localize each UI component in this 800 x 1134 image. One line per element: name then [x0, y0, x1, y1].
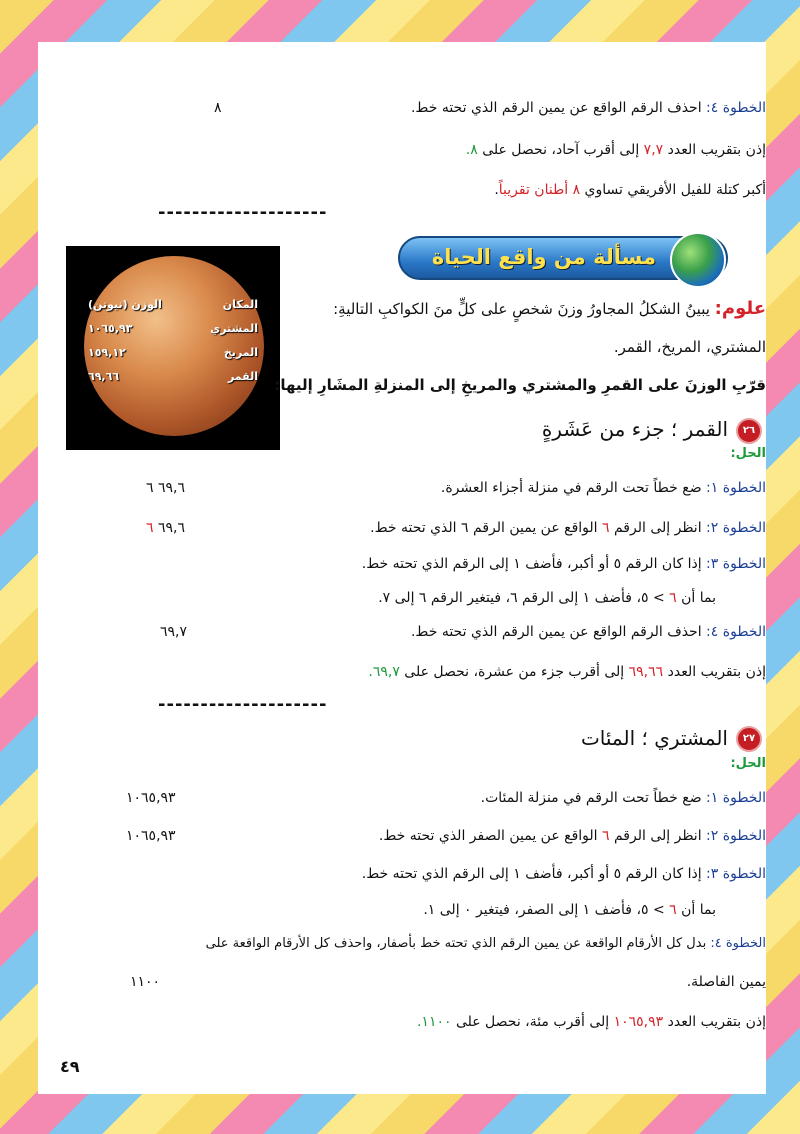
separator-1: -------------------- — [158, 202, 328, 223]
q27-step1: الخطوة ١: ضع خطاً تحت الرقم في منزلة المئات. — [480, 790, 766, 806]
q27-step4: الخطوة ٤: بدل كل الأرقام الواقعة عن يمين الرقم الذي تحته خط بأصفار، واحذف كل الأرقام الواقعة على — [205, 936, 766, 951]
separator-2: -------------------- — [158, 694, 328, 715]
globe-icon — [670, 232, 726, 288]
q26-step4-number: ٦٩,٧ — [160, 624, 188, 640]
planet-weight-table — [88, 298, 258, 394]
q27-step3: الخطوة ٣: إذا كان الرقم ٥ أو أكبر، فأضف ١ إلى الرقم الذي تحته خط. — [361, 866, 766, 882]
q26-conclusion: إذن بتقريب العدد ٦٩,٦٦ إلى أقرب جزء من عشرة، نحصل على ٦٩,٧. — [368, 664, 766, 680]
q27-step2-number: ١٠٦٥,٩٣ — [126, 828, 176, 844]
q27-step2: الخطوة ٢: انظر إلى الرقم ٦ الواقع عن يمين الصفر الذي تحته خط. — [378, 828, 766, 844]
step-label: الخطوة ٤: — [706, 100, 766, 116]
header-place: المكان — [222, 298, 258, 311]
q26-step1: الخطوة ١: ضع خطاً تحت الرقم في منزلة أجزاء العشرة. — [440, 480, 766, 496]
page-number: ٤٩ — [60, 1057, 80, 1076]
q26-step2: الخطوة ٢: انظر إلى الرقم ٦ الواقع عن يمين الرقم ٦ الذي تحته خط. — [370, 520, 766, 536]
elephant-sentence: أكبر كتلة للفيل الأفريقي تساوي ٨ أطنان تقريباً. — [494, 182, 766, 198]
instruction: قرّبِ الوزنَ على القمرِ والمشتري والمريخِ إلى المنزلةِ المشَارِ إليها: — [274, 376, 766, 394]
table-row: القمر ٦٩,٦٦ — [88, 370, 258, 383]
textbook-page — [38, 42, 766, 1094]
q27-step1-number: ١٠٦٥,٩٣ — [126, 790, 176, 806]
q26-step1-number: ٦٩,٦ ٦ — [146, 480, 185, 496]
real-life-problem-banner — [398, 236, 728, 280]
planet-figure — [66, 246, 280, 450]
q26-step2-number: ٦٩,٦ ٦ — [146, 520, 185, 536]
prev-step4: الخطوة ٤: احذف الرقم الواقع عن يمين الرقم الذي تحته خط. — [410, 100, 766, 116]
q27-solution-label: الحل: — [730, 756, 766, 771]
banner-title: مسألة من واقع الحياة — [431, 245, 656, 269]
q27-conclusion: إذن بتقريب العدد ١٠٦٥,٩٣ إلى أقرب مئة، نحصل على ١١٠٠. — [416, 1014, 766, 1030]
table-header-row — [88, 298, 258, 322]
table-row: المريخ ١٥٩,١٢ — [88, 346, 258, 359]
planet-list: المشتري، المريخ، القمر. — [613, 338, 766, 356]
q26-step3-detail: بما أن ٦ > ٥، فأضف ١ إلى الرقم ٦، فيتغير الرقم ٦ إلى ٧. — [378, 590, 716, 606]
question-number-badge: ٢٦ — [736, 418, 762, 444]
q26-step3: الخطوة ٣: إذا كان الرقم ٥ أو أكبر، فأضف ١ إلى الرقم الذي تحته خط. — [361, 556, 766, 572]
question-number-badge: ٢٧ — [736, 726, 762, 752]
header-weight: الوزن (نيوتن) — [88, 298, 162, 311]
q26-step4: الخطوة ٤: احذف الرقم الواقع عن يمين الرقم الذي تحته خط. — [410, 624, 766, 640]
q27-step4-number: ١١٠٠ — [130, 974, 161, 990]
prev-conclusion: إذن بتقريب العدد ٧,٧ إلى أقرب آحاد، نحصل على ٨. — [465, 142, 766, 158]
subject-label: علوم: — [714, 298, 766, 319]
prev-step4-number: ٨ — [214, 100, 222, 116]
q27-step4-continued: يمين الفاصلة. — [686, 974, 766, 990]
table-row: المشتري ١٠٦٥,٩٣ — [88, 322, 258, 335]
problem-statement: علوم: يبينُ الشكلُ المجاورُ وزنَ شخصٍ على كلٍّ منَ الكواكبِ التاليةِ: — [333, 298, 766, 319]
q26-title: القمر ؛ جزء من عَشَرةٍ — [541, 417, 728, 441]
q27-title: المشتري ؛ المئات — [580, 726, 728, 750]
q26-solution-label: الحل: — [730, 446, 766, 461]
q27-step3-detail: بما أن ٦ > ٥، فأضف ١ إلى الصفر، فيتغير ٠ إلى ١. — [423, 902, 716, 918]
